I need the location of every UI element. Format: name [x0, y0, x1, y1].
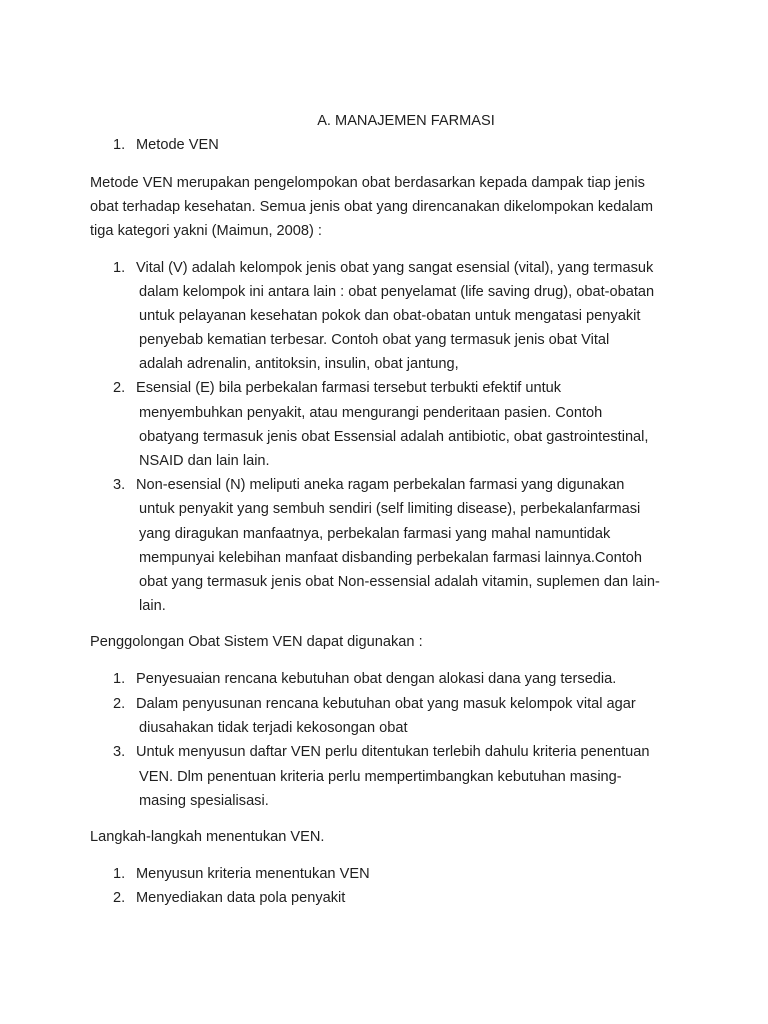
- paragraph-line: tiga kategori yakni (Maimun, 2008) :: [90, 223, 322, 239]
- list-item-number: 2.: [113, 890, 126, 906]
- list-item-line: obat yang termasuk jenis obat Non-essensial adalah vitamin, suplemen dan lain-: [139, 574, 660, 590]
- section-title: Metode VEN: [136, 137, 219, 153]
- list-item-line: Esensial (E) bila perbekalan farmasi tersebut terbukti efektif untuk: [136, 380, 562, 396]
- list-item-line: Non-esensial (N) meliputi aneka ragam perbekalan farmasi yang digunakan: [136, 477, 625, 493]
- list-item-line: masing spesialisasi.: [139, 793, 269, 809]
- list-item-number: 2.: [113, 380, 126, 396]
- list-item-line: yang diragukan manfaatnya, perbekalan farmasi yang mahal namuntidak: [139, 526, 611, 542]
- paragraph-line: Metode VEN merupakan pengelompokan obat berdasarkan kepada dampak tiap jenis: [90, 175, 645, 191]
- list-item-line: untuk penyakit yang sembuh sendiri (self limiting disease), perbekalanfarmasi: [139, 501, 641, 517]
- list-item-line: VEN. Dlm penentuan kriteria perlu mempertimbangkan kebutuhan masing-: [139, 769, 622, 785]
- usage-heading: Penggolongan Obat Sistem VEN dapat digunakan :: [90, 634, 423, 650]
- list-item-line: menyembuhkan penyakit, atau mengurangi penderitaan pasien. Contoh: [139, 405, 603, 421]
- list-item-number: 1.: [113, 866, 126, 882]
- section-number: 1.: [113, 137, 126, 153]
- list-item-line: obatyang termasuk jenis obat Essensial adalah antibiotic, obat gastrointestinal,: [139, 429, 649, 445]
- list-item-line: diusahakan tidak terjadi kekosongan obat: [139, 720, 408, 736]
- list-item-line: penyebab kematian terbesar. Contoh obat yang termasuk jenis obat Vital: [139, 332, 610, 348]
- list-item-line: untuk pelayanan kesehatan pokok dan obat-obatan untuk mengatasi penyakit: [139, 308, 641, 324]
- list-item-line: Menyusun kriteria menentukan VEN: [136, 866, 370, 882]
- list-item-number: 1.: [113, 260, 126, 276]
- list-item-line: dalam kelompok ini antara lain : obat penyelamat (life saving drug), obat-obatan: [139, 284, 655, 300]
- document-title: A. MANAJEMEN FARMASI: [317, 113, 495, 129]
- list-item-line: Vital (V) adalah kelompok jenis obat yang sangat esensial (vital), yang termasuk: [136, 260, 654, 276]
- list-item-line: mempunyai kelebihan manfaat disbanding perbekalan farmasi lainnya.Contoh: [139, 550, 642, 566]
- list-item-number: 2.: [113, 696, 126, 712]
- list-item-line: adalah adrenalin, antitoksin, insulin, obat jantung,: [139, 356, 459, 372]
- list-item-line: Dalam penyusunan rencana kebutuhan obat yang masuk kelompok vital agar: [136, 696, 636, 712]
- list-item-line: Penyesuaian rencana kebutuhan obat dengan alokasi dana yang tersedia.: [136, 671, 617, 687]
- list-item-number: 3.: [113, 477, 126, 493]
- list-item-number: 1.: [113, 671, 126, 687]
- list-item-number: 3.: [113, 744, 126, 760]
- steps-heading: Langkah-langkah menentukan VEN.: [90, 829, 325, 845]
- list-item-line: lain.: [139, 598, 166, 614]
- paragraph-line: obat terhadap kesehatan. Semua jenis obat yang direncanakan dikelompokan kedalam: [90, 199, 654, 215]
- list-item-line: Menyediakan data pola penyakit: [136, 890, 346, 906]
- list-item-line: Untuk menyusun daftar VEN perlu ditentukan terlebih dahulu kriteria penentuan: [136, 744, 650, 760]
- list-item-line: NSAID dan lain lain.: [139, 453, 270, 469]
